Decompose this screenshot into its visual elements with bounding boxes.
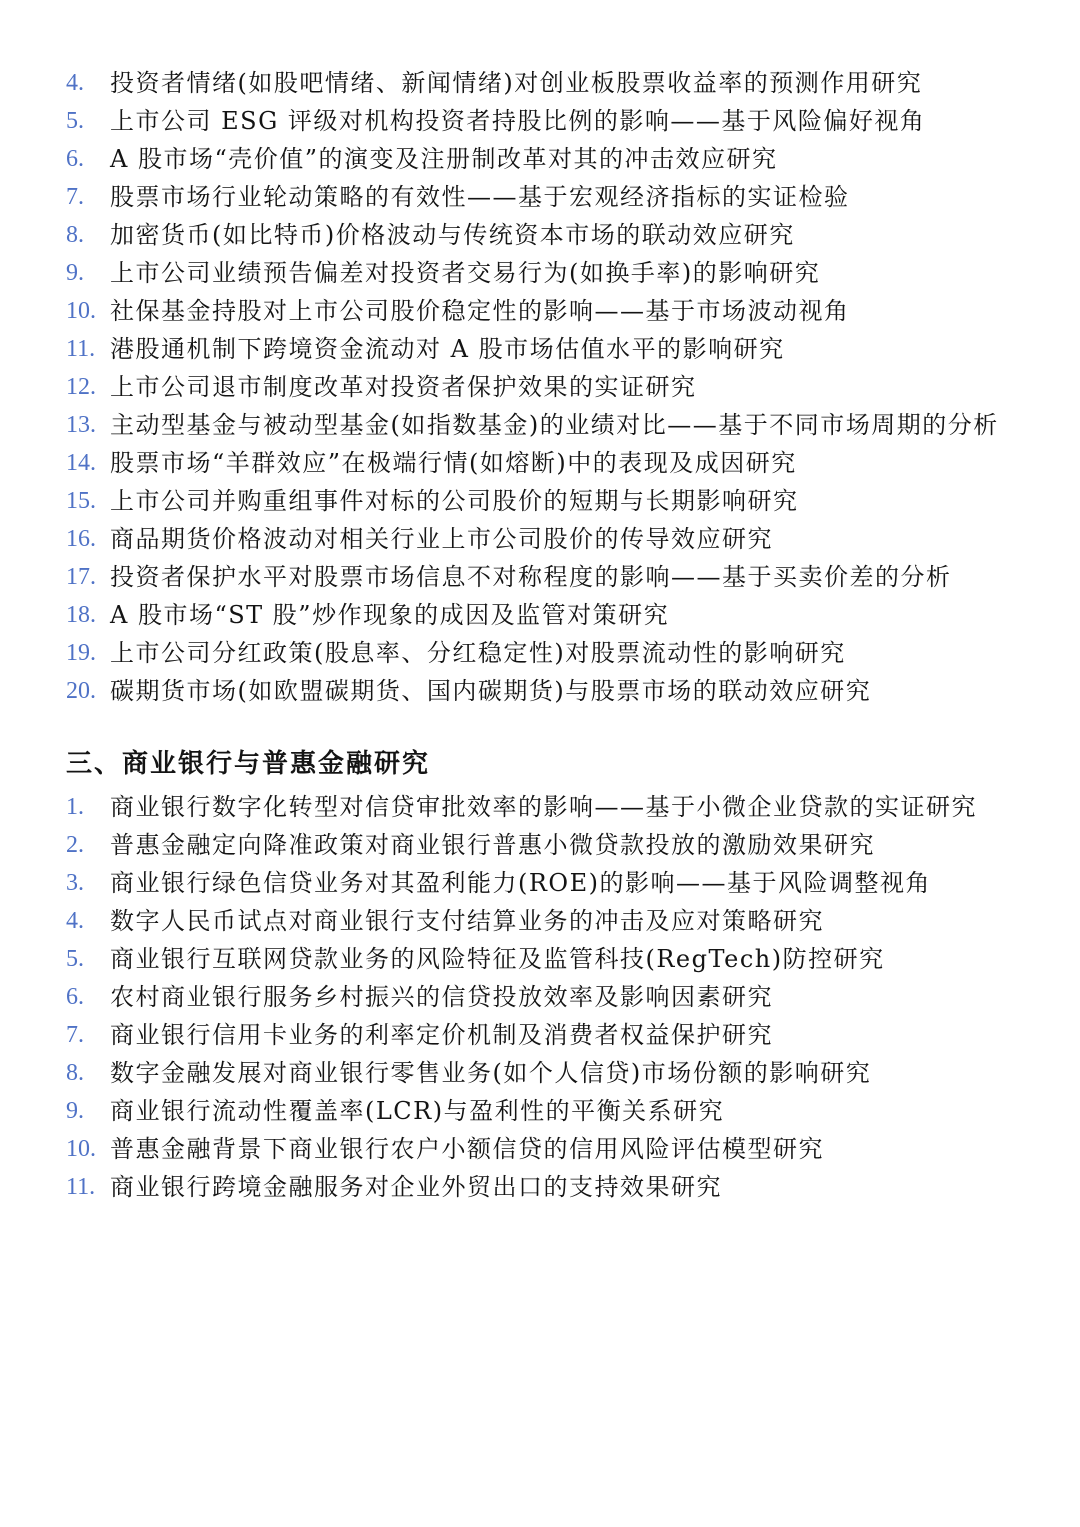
list-item-number: 6.: [66, 984, 84, 1010]
list-item-text: 数字金融发展对商业银行零售业务(如个人信贷)市场份额的影响研究: [110, 1059, 872, 1087]
list-item-number: 16.: [66, 526, 96, 552]
list-item-number: 18.: [66, 602, 96, 628]
list-item-number: 6.: [66, 146, 84, 172]
list-item-number: 4.: [66, 70, 84, 96]
list-item: [66, 482, 1020, 520]
list-item: [66, 520, 1020, 558]
list-item: [66, 1054, 1020, 1092]
list-item-number: 8.: [66, 1060, 84, 1086]
list-item: [66, 406, 1020, 444]
section-heading-commercial-banking: 三、商业银行与普惠金融研究: [66, 749, 431, 779]
list-item: [66, 558, 1020, 596]
list-item-text: 商业银行跨境金融服务对企业外贸出口的支持效果研究: [110, 1173, 722, 1201]
list-item: [66, 672, 1020, 710]
list-item: [66, 1092, 1020, 1130]
list-item-text: 股票市场行业轮动策略的有效性——基于宏观经济指标的实证检验: [110, 183, 850, 211]
list-item-number: 10.: [66, 1136, 96, 1162]
list-item-number: 15.: [66, 488, 96, 514]
list-item-number: 12.: [66, 374, 96, 400]
list-item-text: 商业银行绿色信贷业务对其盈利能力(ROE)的影响——基于风险调整视角: [110, 869, 931, 897]
list-item-number: 2.: [66, 832, 84, 858]
list-item-text: 投资者保护水平对股票市场信息不对称程度的影响——基于买卖价差的分析: [110, 563, 952, 591]
list-item: [66, 902, 1020, 940]
list-item-text: 上市公司 ESG 评级对机构投资者持股比例的影响——基于风险偏好视角: [110, 107, 926, 135]
list-item-number: 10.: [66, 298, 96, 324]
list-item-number: 17.: [66, 564, 96, 590]
list-item: [66, 254, 1020, 292]
list-item-number: 4.: [66, 908, 84, 934]
list-item-number: 11.: [66, 1174, 96, 1200]
list-item: [66, 788, 1020, 826]
list-item: [66, 102, 1020, 140]
list-item-text: 主动型基金与被动型基金(如指数基金)的业绩对比——基于不同市场周期的分析: [110, 411, 999, 439]
list-item-number: 7.: [66, 1022, 84, 1048]
list-item: [66, 864, 1020, 902]
list-item-text: 商业银行信用卡业务的利率定价机制及消费者权益保护研究: [110, 1021, 773, 1049]
list-item-text: 碳期货市场(如欧盟碳期货、国内碳期货)与股票市场的联动效应研究: [110, 677, 872, 705]
topic-list-commercial-banking: [66, 788, 1020, 1206]
list-item: [66, 1016, 1020, 1054]
list-item-number: 9.: [66, 1098, 84, 1124]
list-item-text: A 股市场“ST 股”炒作现象的成因及监管对策研究: [110, 601, 670, 629]
list-item-text: 商业银行流动性覆盖率(LCR)与盈利性的平衡关系研究: [110, 1097, 725, 1125]
list-item: [66, 1168, 1020, 1206]
list-item-number: 5.: [66, 946, 84, 972]
list-item-number: 13.: [66, 412, 96, 438]
list-item-text: 上市公司分红政策(股息率、分红稳定性)对股票流动性的影响研究: [110, 639, 846, 667]
list-item: [66, 178, 1020, 216]
list-item-number: 11.: [66, 336, 96, 362]
list-item-text: 农村商业银行服务乡村振兴的信贷投放效率及影响因素研究: [110, 983, 773, 1011]
list-item-text: 上市公司业绩预告偏差对投资者交易行为(如换手率)的影响研究: [110, 259, 821, 287]
list-item-number: 8.: [66, 222, 84, 248]
list-item-text: 港股通机制下跨境资金流动对 A 股市场估值水平的影响研究: [110, 335, 785, 363]
list-item: [66, 978, 1020, 1016]
list-item-number: 20.: [66, 678, 96, 704]
list-item: [66, 330, 1020, 368]
list-item-text: 社保基金持股对上市公司股价稳定性的影响——基于市场波动视角: [110, 297, 850, 325]
list-item: [66, 1130, 1020, 1168]
list-item-number: 5.: [66, 108, 84, 134]
list-item: [66, 140, 1020, 178]
list-item-text: 普惠金融背景下商业银行农户小额信贷的信用风险评估模型研究: [110, 1135, 824, 1163]
list-item-number: 14.: [66, 450, 96, 476]
list-item-text: 商业银行互联网贷款业务的风险特征及监管科技(RegTech)防控研究: [110, 945, 885, 973]
list-item-text: 股票市场“羊群效应”在极端行情(如熔断)中的表现及成因研究: [110, 449, 797, 477]
list-item-number: 3.: [66, 870, 84, 896]
list-item-number: 7.: [66, 184, 84, 210]
list-item-text: 数字人民币试点对商业银行支付结算业务的冲击及应对策略研究: [110, 907, 824, 935]
list-item: [66, 826, 1020, 864]
list-item-number: 19.: [66, 640, 96, 666]
list-item: [66, 292, 1020, 330]
list-item-number: 9.: [66, 260, 84, 286]
list-item-text: 普惠金融定向降准政策对商业银行普惠小微贷款投放的激励效果研究: [110, 831, 875, 859]
list-item-text: 投资者情绪(如股吧情绪、新闻情绪)对创业板股票收益率的预测作用研究: [110, 69, 923, 97]
topic-list-stock-market: [66, 64, 1020, 710]
list-item-text: 加密货币(如比特币)价格波动与传统资本市场的联动效应研究: [110, 221, 795, 249]
list-item-text: A 股市场“壳价值”的演变及注册制改革对其的冲击效应研究: [110, 145, 778, 173]
list-item: [66, 940, 1020, 978]
list-item: [66, 444, 1020, 482]
list-item: [66, 368, 1020, 406]
list-item: [66, 596, 1020, 634]
list-item: [66, 634, 1020, 672]
list-item-number: 1.: [66, 794, 84, 820]
list-item: [66, 64, 1020, 102]
list-item-text: 上市公司并购重组事件对标的公司股价的短期与长期影响研究: [110, 487, 799, 515]
list-item-text: 上市公司退市制度改革对投资者保护效果的实证研究: [110, 373, 697, 401]
list-item-text: 商业银行数字化转型对信贷审批效率的影响——基于小微企业贷款的实证研究: [110, 793, 977, 821]
list-item: [66, 216, 1020, 254]
list-item-text: 商品期货价格波动对相关行业上市公司股价的传导效应研究: [110, 525, 773, 553]
